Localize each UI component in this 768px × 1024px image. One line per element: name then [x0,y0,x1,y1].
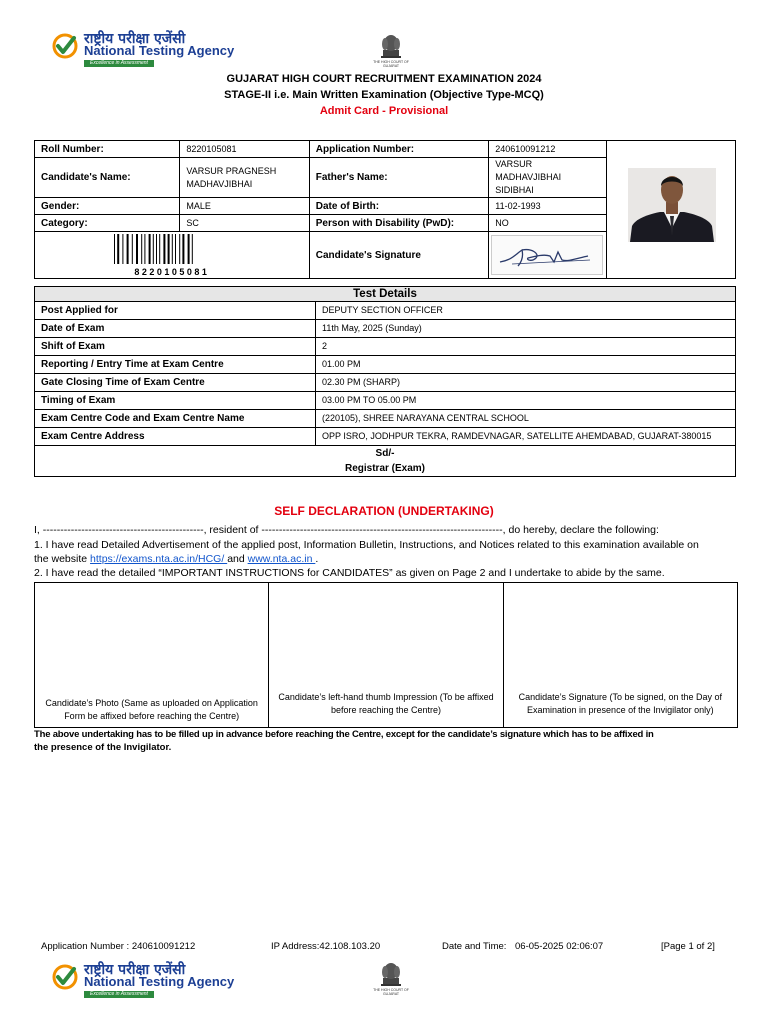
footer-date-value: 06-05-2025 02:06:07 [515,941,604,952]
emblem-caption: THE HIGH COURT OF GUJARAT [373,60,409,68]
high-court-emblem-footer [374,960,408,996]
undertaking-boxes [34,582,738,728]
barcode-bar [192,234,193,264]
signature-image [491,235,603,275]
declaration-line1: I, ----------------------------------------------, resident of ---------------------------------------------------------------------, do hereby, declare the following: [34,524,659,536]
admit-card-title: Admit Card - Provisional [319,105,449,117]
nta-english-name: National Testing Agency [84,43,235,58]
test-detail-value: 11th May, 2025 (Sunday) [316,320,736,338]
test-detail-label: Date of Exam [35,320,316,338]
test-detail-label: Exam Centre Code and Exam Centre Name [35,410,316,428]
test-detail-row [35,428,736,446]
declaration-line2: 1. I have read Detailed Advertisement of the applied post, Information Bulletin, Instructions, and Notices related to this examination available on [34,539,699,551]
declaration-line4: 2. I have read the detailed “IMPORTANT INSTRUCTIONS for CANDIDATES” as given on Page 2 and I undertake to abide by the same. [34,567,665,579]
test-detail-value: 01.00 PM [316,356,736,374]
signature-cell [489,232,606,279]
barcode-bar [117,234,119,264]
father-name-label: Father's Name: [309,158,489,198]
barcode-bar [122,234,123,264]
barcode-bar [172,234,173,264]
photo-box [35,583,269,727]
test-detail-value: OPP ISRO, JODHPUR TEKRA, RAMDEVNAGAR, SATELLITE AHEMDABAD, GUJARAT-380015 [316,428,736,446]
nta-hindi-name: राष्ट्रीय परीक्षा एजेंसी [84,962,186,978]
nta-tagline: Excellence in Assessment [84,991,154,998]
barcode [112,232,232,278]
barcode-bar [136,234,138,264]
barcode-bar [144,234,145,264]
candidate-name-value [180,158,309,198]
declaration-title: SELF DECLARATION (UNDERTAKING) [274,504,494,518]
test-detail-label: Reporting / Entry Time at Exam Centre [35,356,316,374]
high-court-emblem [374,32,408,68]
undertaking-note [34,728,738,754]
gender-value: MALE [180,198,309,215]
candidate-name-line2: MADHAVJIBHAI [186,178,253,189]
nta-logo [52,29,242,69]
test-detail-label: Timing of Exam [35,392,316,410]
category-label: Category: [35,215,180,232]
signature-box [504,583,737,727]
test-detail-label: Exam Centre Address [35,428,316,446]
footer-application-number: Application Number : 240610091212 [41,941,196,952]
test-detail-value: 03.00 PM TO 05.00 PM [316,392,736,410]
roll-number-value: 8220105081 [180,141,309,158]
handwritten-signature-icon [492,236,602,274]
footer-ip-address: IP Address:42.108.103.20 [271,941,381,952]
application-number-value: 240610091212 [489,141,606,158]
test-details-table [34,286,736,477]
nta-hindi-name: राष्ट्रीय परीक्षा एजेंसी [84,31,186,47]
candidate-photo-image [628,168,716,242]
test-detail-row [35,320,736,338]
thumb-box-caption: Candidate’s left-hand thumb Impression (To be affixed before reaching the Centre) [278,692,494,715]
footer-page-number: [Page 1 of 2] [661,941,715,952]
father-name-line1: VARSUR MADHAVJIBHAI [495,159,562,182]
exam-stage: STAGE-II i.e. Main Written Examination (Objective Type-MCQ) [224,89,544,101]
test-details-rows [35,302,736,446]
barcode-bar [132,234,133,264]
father-name-value [489,158,606,198]
nta-hcg-link[interactable]: https://exams.nta.ac.in/HCG/ [90,553,228,565]
test-detail-row [35,374,736,392]
test-detail-label: Shift of Exam [35,338,316,356]
test-detail-value: 02.30 PM (SHARP) [316,374,736,392]
signature-box-caption: Candidate’s Signature (To be signed, on the Day of Examination in presence of the Invigilator only) [518,692,723,715]
barcode-bar [182,234,184,264]
test-details-heading: Test Details [35,287,736,302]
test-detail-row [35,338,736,356]
test-detail-value: DEPUTY SECTION OFFICER [316,302,736,320]
nta-english-name: National Testing Agency [84,974,235,989]
footer-date-label: Date and Time: [442,941,507,952]
barcode-bar [175,234,176,264]
test-detail-row [35,302,736,320]
nta-check-icon [52,964,78,990]
test-detail-row [35,356,736,374]
dob-value: 11-02-1993 [489,198,606,215]
test-detail-label: Gate Closing Time of Exam Centre [35,374,316,392]
barcode-bar [141,234,142,264]
candidate-name-line1: VARSUR PRAGNESH [186,165,277,176]
application-number-label: Application Number: [309,141,489,158]
emblem-caption: THE HIGH COURT OF GUJARAT [373,988,409,996]
declaration-line3-prefix: the website [34,553,91,565]
test-detail-label: Post Applied for [35,302,316,320]
barcode-bar [167,234,169,264]
nta-logo-footer [52,960,242,1000]
test-detail-row [35,392,736,410]
nta-check-icon [52,33,78,59]
barcode-bars [112,234,232,268]
test-detail-row [35,410,736,428]
barcode-bar [126,234,128,264]
pwd-value: NO [489,215,606,232]
photo-box-caption: Candidate’s Photo (Same as uploaded on Application Form be affixed before reaching the Centre) [45,698,258,721]
barcode-bar [187,234,189,264]
category-value: SC [180,215,309,232]
barcode-bar [179,234,180,264]
candidate-photo [628,168,716,242]
sd-text: Sd/- [375,448,395,459]
gender-label: Gender: [35,198,180,215]
registrar-cell [35,446,736,477]
barcode-bar [159,234,160,264]
roll-number-label: Roll Number: [35,141,180,158]
barcode-cell [35,232,310,279]
candidate-name-label: Candidate's Name: [35,158,180,198]
barcode-bar [148,234,150,264]
barcode-bar [114,234,115,264]
declaration-line3-suffix: . [315,553,319,565]
declaration-line3-mid: and [227,553,248,565]
undertaking-note-line2: the presence of the Invigilator. [34,742,172,753]
barcode-bar [163,234,165,264]
dob-label: Date of Birth: [309,198,489,215]
father-name-line2: SIDIBHAI [495,185,534,195]
exam-title: GUJARAT HIGH COURT RECRUITMENT EXAMINATION 2024 [226,73,542,85]
thumb-box [269,583,503,727]
registrar-text: Registrar (Exam) [344,463,426,474]
ashoka-emblem-icon [374,32,408,60]
declaration-line3 [34,553,318,565]
undertaking-note-line1: The above undertaking has to be filled up in advance before reaching the Centre, except for the candidate’s signature which has to be affixed in [34,729,654,740]
nta-tagline: Excellence in Assessment [84,60,154,67]
nta-website-link[interactable]: www.nta.ac.in [247,553,316,565]
barcode-number: 8220105081 [134,267,210,277]
pwd-label: Person with Disability (PwD): [309,215,489,232]
test-detail-value: (220105), SHREE NARAYANA CENTRAL SCHOOL [316,410,736,428]
ashoka-emblem-icon [374,960,408,988]
barcode-bar [153,234,154,264]
barcode-bar [156,234,157,264]
signature-label: Candidate's Signature [309,232,489,279]
test-detail-value: 2 [316,338,736,356]
